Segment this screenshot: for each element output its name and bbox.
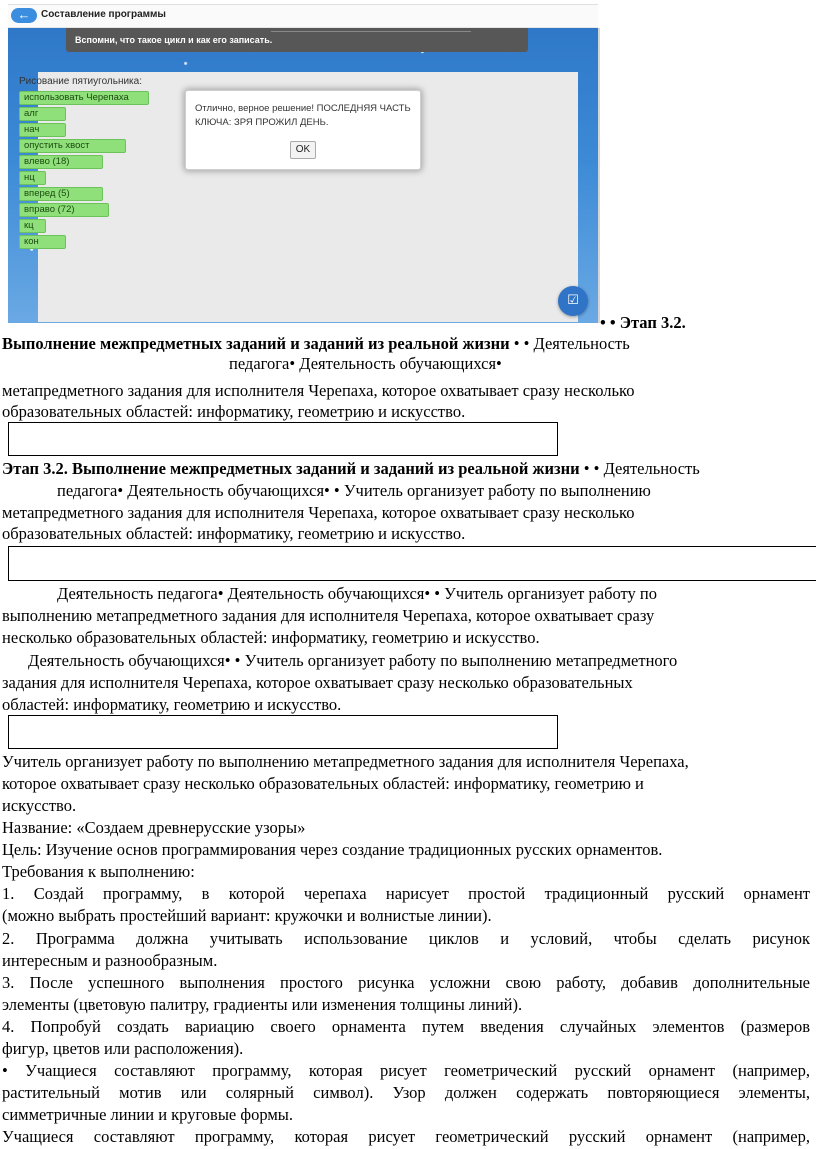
code-block[interactable]: кон [19, 235, 66, 249]
text-line: 4. Попробуй создать вариацию своего орнамента путем введения случайных элементов (размеров [2, 1017, 810, 1036]
text-line: Учащиеся составляют программу, которая рисует геометрический русский орнамент (например, [2, 1127, 810, 1146]
task-goal: Цель: Изучение основ программирования через создание традиционных русских орнаментов. [2, 840, 663, 859]
empty-text-box [8, 422, 558, 456]
text-line: симметричные линии и круговые формы. [2, 1105, 293, 1124]
scrollbar[interactable] [598, 28, 600, 323]
task-title: Название: «Создаем древнерусские узоры» [2, 818, 306, 837]
text-line: несколько образовательных областей: информатику, геометрию и искусство. [2, 628, 540, 647]
workspace-title: Рисование пятиугольника: [19, 76, 142, 87]
ok-button[interactable]: OK [290, 141, 316, 159]
text-line: метапредметного задания для исполнителя Черепаха, которое охватывает сразу несколько [2, 381, 635, 400]
text-line: образовательных областей: информатику, геометрию и искусство. [2, 402, 466, 421]
code-block[interactable]: нач [19, 123, 66, 137]
text-line: элементы (цветовую палитру, градиенты или изменения толщины линий). [2, 995, 523, 1014]
hint-text: Вспомни, что такое цикл и как его записать. [75, 35, 273, 45]
text-line: 1. Создай программу, в которой черепаха нарисует простой традиционный русский орнамент [2, 884, 810, 903]
text-line: образовательных областей: информатику, геометрию и искусство. [2, 524, 466, 543]
text-line: Деятельность педагога• Деятельность обучающихся• • Учитель организует работу по [57, 584, 657, 603]
requirements-heading: Требования к выполнению: [2, 862, 195, 881]
app-topbar [8, 5, 598, 28]
text-line: которое охватывает сразу несколько образовательных областей: информатику, геометрию и [2, 774, 644, 793]
back-arrow-icon[interactable]: ← [11, 8, 37, 23]
code-block[interactable]: вперед (5) [19, 187, 103, 201]
code-block[interactable]: влево (18) [19, 155, 103, 169]
text-line: областей: информатику, геометрию и искусство. [2, 695, 342, 714]
text-line: Учитель организует работу по выполнению метапредметного задания для исполнителя Черепаха, [2, 752, 689, 771]
text-line [2, 459, 700, 479]
text-line [2, 334, 630, 354]
text-line: фигур, цветов или расположения). [2, 1039, 244, 1058]
check-icon[interactable]: ☑ [558, 286, 588, 316]
app-title: Составление программы [41, 9, 166, 20]
code-blocks [19, 91, 149, 251]
text-line: метапредметного задания для исполнителя Черепаха, которое охватывает сразу несколько [2, 503, 635, 522]
code-block[interactable]: нц [19, 171, 46, 185]
text-line: 2. Программа должна учитывать использование циклов и условий, чтобы сделать рисунок [2, 929, 810, 948]
text-line: • Учащиеся составляют программу, которая рисует геометрический русский орнамент (например, [2, 1061, 810, 1080]
code-block[interactable]: кц [19, 219, 46, 233]
code-block[interactable]: вправо (72) [19, 203, 109, 217]
text-line: искусство. [2, 796, 77, 815]
text-line: интересным и разнообразным. [2, 951, 218, 970]
embedded-screenshot [8, 4, 598, 323]
text-line: Деятельность обучающихся• • Учитель организует работу по выполнению метапредметного [28, 651, 678, 670]
text-line: педагога• Деятельность обучающихся• [229, 354, 502, 373]
bold-heading: Выполнение межпредметных заданий и заданий из реальной жизни [2, 334, 510, 353]
starry-background [8, 28, 600, 323]
text-line: задания для исполнителя Черепаха, которое охватывает сразу несколько образовательных [2, 673, 633, 692]
text-line: 3. После успешного выполнения простого рисунка усложни свою работу, добавив дополнительные [2, 973, 810, 992]
empty-text-box [8, 546, 816, 581]
text-line: выполнению метапредметного задания для исполнителя Черепаха, которое охватывает сразу [2, 606, 655, 625]
text-fragment: • • Деятельность [579, 459, 700, 478]
text-line: растительный мотив или солярный символ). Узор должен содержать повторяющиеся элементы, [2, 1083, 810, 1102]
text-line: (можно выбрать простейший вариант: кружочки и волнистые линии). [2, 906, 492, 925]
code-block[interactable]: использовать Черепаха [19, 91, 149, 105]
dialog-message: Отлично, верное решение! ПОСЛЕДНЯЯ ЧАСТЬ КЛЮЧА: ЗРЯ ПРОЖИЛ ДЕНЬ. [195, 103, 411, 128]
text-line: педагога• Деятельность обучающихся• • Учитель организует работу по выполнению [57, 481, 651, 500]
code-block[interactable]: опустить хвост [19, 139, 126, 153]
hint-divider [271, 31, 471, 32]
success-dialog [185, 90, 421, 170]
code-block[interactable]: алг [19, 107, 66, 121]
bold-heading: Этап 3.2. Выполнение межпредметных заданий и заданий из реальной жизни [2, 459, 580, 478]
empty-text-box [8, 715, 558, 749]
stage-heading: • • Этап 3.2. [600, 313, 686, 332]
hint-banner [66, 28, 528, 52]
text-fragment: • • Деятельность [509, 334, 630, 353]
